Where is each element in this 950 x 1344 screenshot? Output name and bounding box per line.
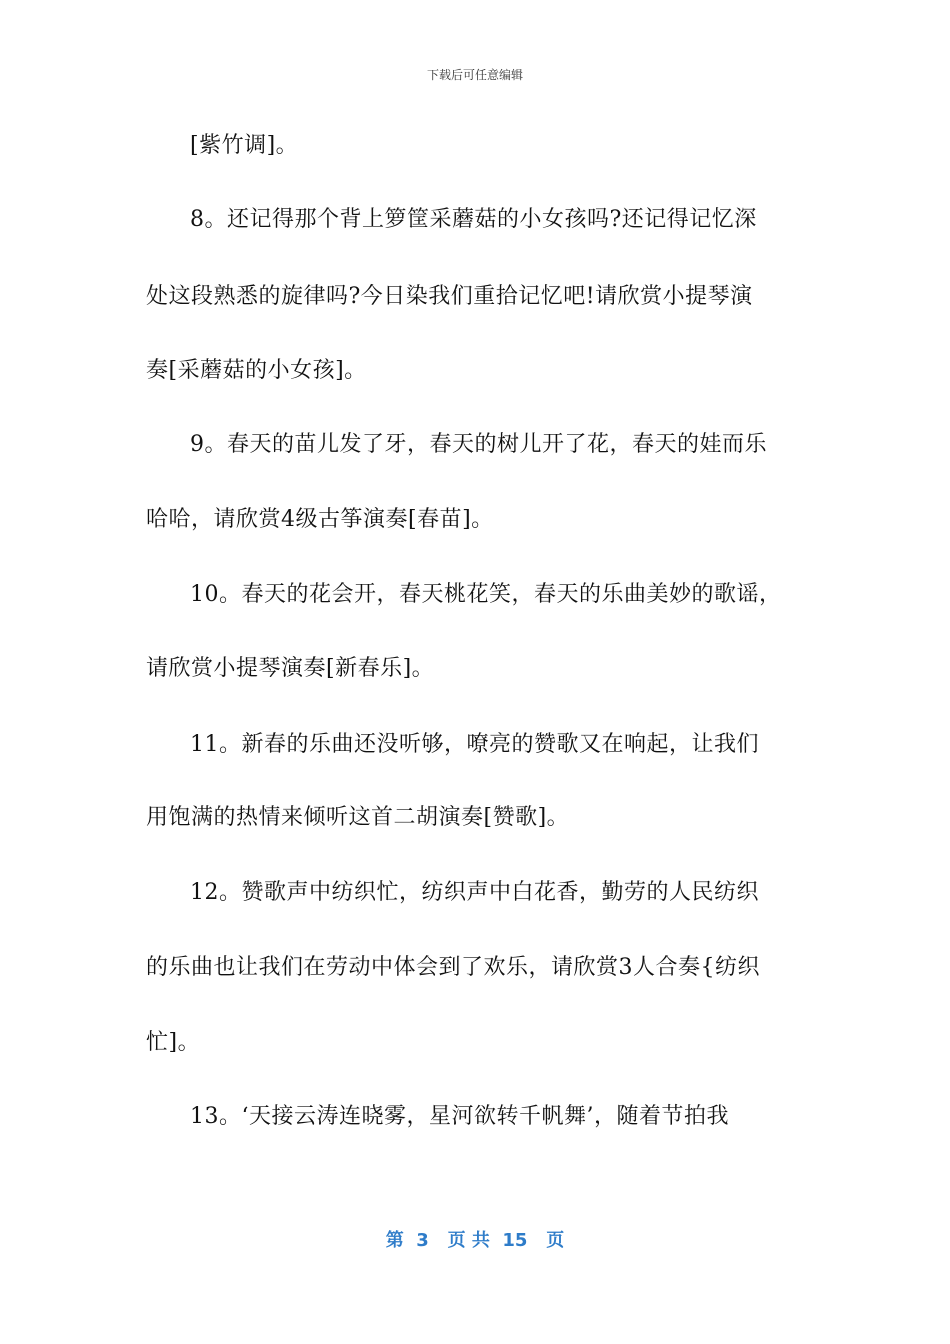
page-number-footer: 第 3 页 共 15 页 — [385, 1230, 565, 1251]
text-line: 8。还记得那个背上箩筐采蘑菇的小女孩吗?还记得记忆深 — [190, 207, 757, 232]
text-line: 用饱满的热情来倾听这首二胡演奏[赞歌]。 — [146, 805, 570, 830]
text-line: 10。春天的花会开，春天桃花笑，春天的乐曲美妙的歌谣， — [190, 582, 782, 607]
text-line: 13。‘天接云涛连晓雾，星河欲转千帆舞’，随着节拍我 — [190, 1104, 729, 1129]
text-line: 11。新春的乐曲还没听够，嘹亮的赞歌又在响起，让我们 — [190, 732, 759, 757]
text-line: 忙]。 — [146, 1030, 201, 1055]
header-note: 下载后可任意编辑 — [426, 68, 523, 82]
text-line: 12。赞歌声中纺织忙，纺织声中白花香，勤劳的人民纺织 — [190, 880, 759, 905]
text-line: [紫竹调]。 — [190, 133, 299, 158]
text-line: 请欣赏小提琴演奏[新春乐]。 — [146, 656, 435, 681]
text-line: 的乐曲也让我们在劳动中体会到了欢乐，请欣赏3人合奏{纺织 — [146, 955, 760, 980]
text-line: 奏[采蘑菇的小女孩]。 — [146, 358, 367, 383]
text-line: 哈哈，请欣赏4级古筝演奏[春苗]。 — [146, 507, 494, 532]
text-line: 9。春天的苗儿发了牙，春天的树儿开了花，春天的娃而乐 — [190, 432, 767, 457]
text-line: 处这段熟悉的旋律吗?今日染我们重拾记忆吧!请欣赏小提琴演 — [146, 284, 753, 309]
